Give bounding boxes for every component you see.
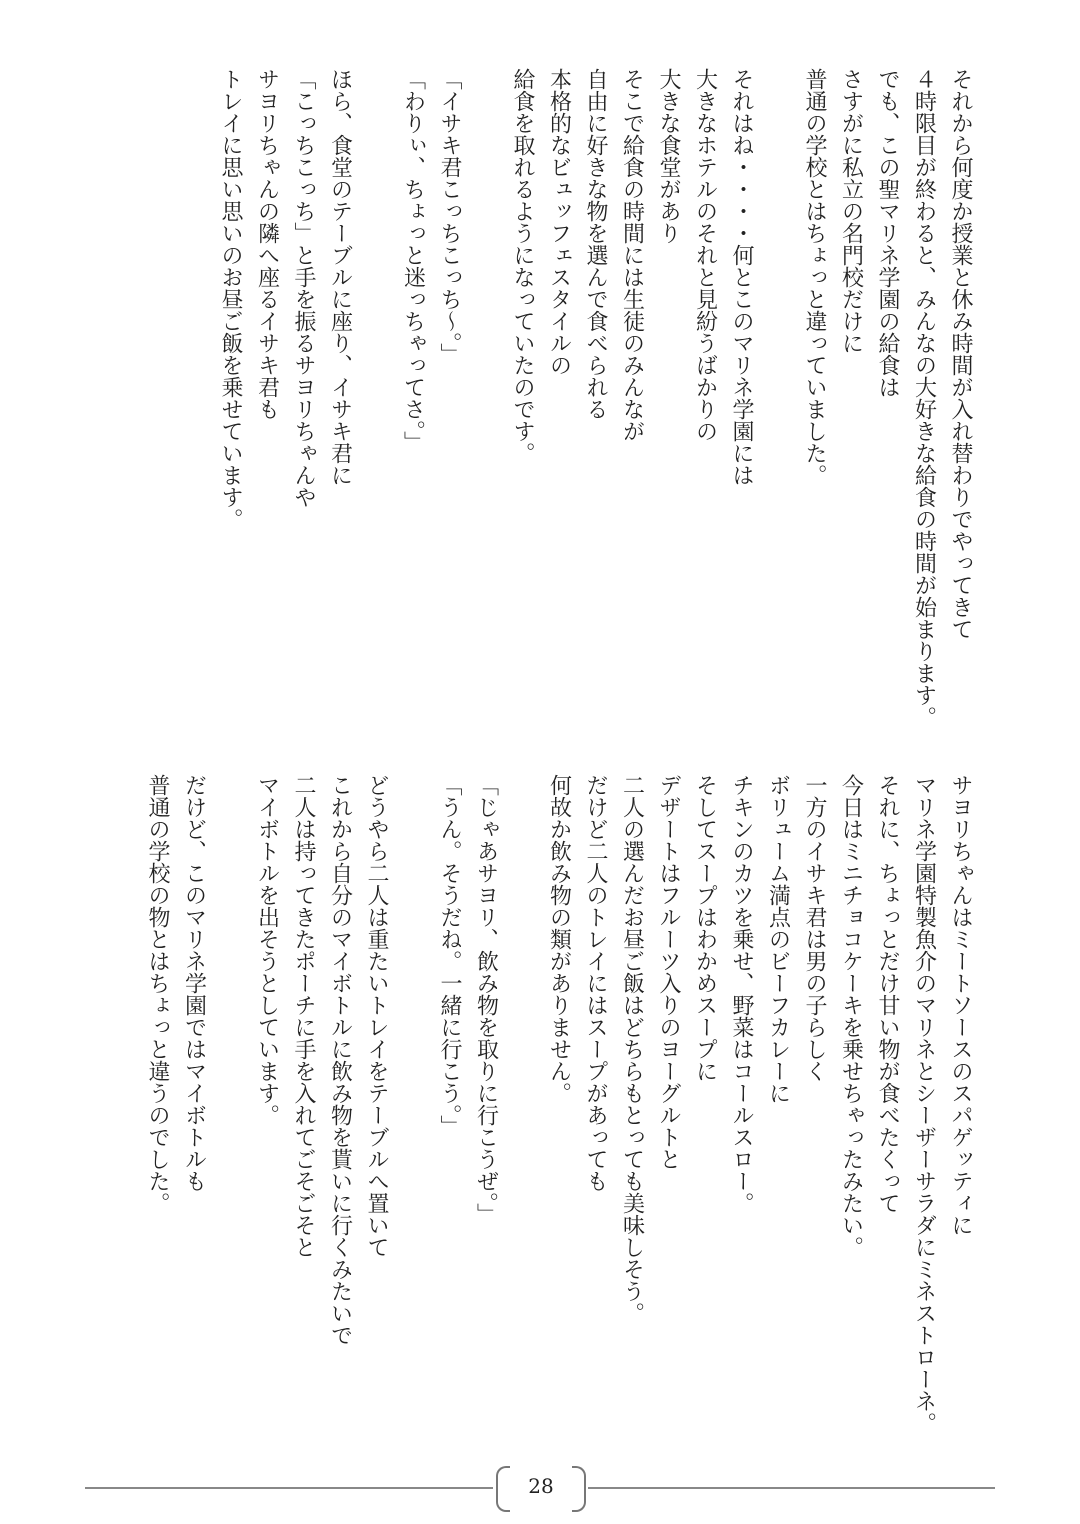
text-line: 「じゃあサヨリ、飲み物を取りに行こうぜ。」 <box>473 774 499 1225</box>
blank-line <box>358 68 395 748</box>
text-line: 普通の学校とはちょっと違っていました。 <box>802 68 827 486</box>
text-line: 自由に好きな物を選んで食べられる <box>583 68 608 420</box>
text-line: マイボトルを出そうとしています。 <box>254 774 280 1126</box>
text-line: 二人の選んだお昼ご飯はどちらもとっても美味しそう。 <box>619 774 645 1324</box>
blank-line <box>759 68 796 748</box>
page-number: 28 <box>528 1474 554 1498</box>
page-number-bracket-right <box>572 1466 586 1512</box>
text-line: 「イサキ君こっちこっち～。」 <box>437 68 462 365</box>
blank-line <box>394 774 431 1454</box>
text-line: 給食を取れるようになっていたのです。 <box>510 68 535 464</box>
footer-rule-left <box>85 1487 493 1489</box>
text-line: 大きなホテルのそれと見紛うばかりの <box>692 68 718 442</box>
text-line: サヨリちゃんの隣へ座るイサキ君も <box>254 68 280 420</box>
text-line: どうやら二人は重たいトレイをテーブルへ置いて <box>364 774 389 1258</box>
text-line: デザートはフルーツ入りのヨーグルトと <box>656 774 681 1170</box>
text-line: 「うん。そうだね。一緒に行こう。」 <box>437 774 462 1137</box>
text-line: だけど、このマリネ学園ではマイボトルも <box>181 774 207 1192</box>
text-line: トレイに思い思いのお昼ご飯を乗せています。 <box>218 68 243 530</box>
text-line: さすがに私立の名門校だけに <box>838 68 864 354</box>
text-line: ボリューム満点のビーフカレーに <box>765 774 791 1104</box>
text-line: サヨリちゃんはミートソースのスパゲッティに <box>948 774 973 1236</box>
blank-line <box>467 68 504 748</box>
blank-line <box>504 774 541 1454</box>
text-line: 本格的なビュッフェスタイルの <box>546 68 572 376</box>
text-line: 二人は持ってきたポーチに手を入れてごそごそと <box>291 774 316 1258</box>
text-line: そこで給食の時間には生徒のみんなが <box>619 68 645 442</box>
text-line: 「わりぃ、ちょっと迷っちゃってさ。」 <box>400 68 426 453</box>
text-line: 「こっちこっち」と手を振るサヨリちゃんや <box>291 68 316 508</box>
footer-rule-right <box>588 1487 995 1489</box>
text-block-bottom <box>139 774 979 1454</box>
text-line: だけど二人のトレイにはスープがあっても <box>583 774 608 1192</box>
text-line: それに、ちょっとだけ甘い物が食べたくって <box>875 774 900 1214</box>
text-line: 普通の学校の物とはちょっと違うのでした。 <box>145 774 170 1214</box>
text-block-top <box>212 68 979 748</box>
page-number-bracket-left <box>496 1466 510 1512</box>
text-line: チキンのカツを乗せ、野菜はコールスロー。 <box>729 774 754 1214</box>
text-line: 今日はミニチョコケーキを乗せちゃったみたい。 <box>838 774 864 1258</box>
text-line: それから何度か授業と休み時間が入れ替わりでやってきて <box>948 68 973 640</box>
text-line: そしてスープはわかめスープに <box>692 774 718 1082</box>
blank-line <box>212 774 249 1454</box>
text-line: これから自分のマイボトルに飲み物を貰いに行くみたいで <box>327 774 353 1346</box>
text-line: マリネ学園特製魚介のマリネとシーザーサラダにミネストローネ。 <box>911 774 937 1434</box>
text-line: ４時限目が終わると、みんなの大好きな給食の時間が始まります。 <box>911 68 937 728</box>
text-line: 一方のイサキ君は男の子らしく <box>802 774 827 1082</box>
text-line: 大きな食堂があり <box>656 68 681 244</box>
text-line: でも、この聖マリネ学園の給食は <box>875 68 900 398</box>
text-line: それはね・・・・何とこのマリネ学園には <box>729 68 754 486</box>
text-line: ほら、食堂のテーブルに座り、イサキ君に <box>327 68 353 486</box>
text-line: 何故か飲み物の類がありません。 <box>546 774 572 1104</box>
